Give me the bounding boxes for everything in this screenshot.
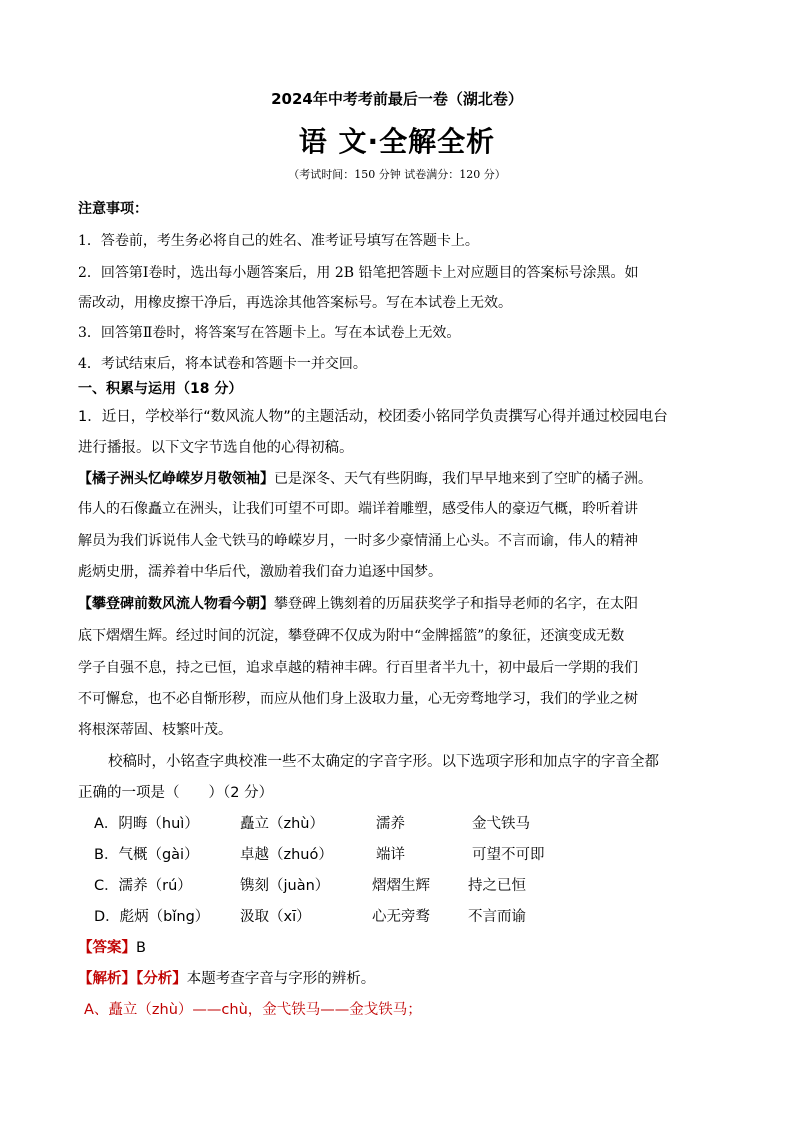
passage-text: 攀登碑上镌刻着的历届获奖学子和指导老师的名字，在太阳 [274,596,638,612]
notice-item: 1．答卷前，考生务必将自己的姓名、准考证号填写在答题卡上。 [78,233,479,249]
notice-item: 需改动，用橡皮擦干净后，再选涂其他答案标号。写在本试卷上无效。 [78,295,512,311]
answer-line [78,936,146,957]
option-c-d: 持之已恒 [468,878,526,894]
option-b-c: 端详 [376,847,405,863]
explanation-line: A、矗立（zhù）——chù，金弋铁马——金戈铁马； [84,1002,422,1018]
notice-heading: 注意事项： [78,201,148,217]
sub-question-stem: 正确的一项是（ ）（2 分） [78,785,274,801]
answer-value: B [136,940,146,956]
option-c-b: 镌刻（juàn） [240,878,330,894]
option-b-d: 可望不可即 [472,847,545,863]
question-stem: 进行播报。以下文字节选自他的心得初稿。 [78,440,354,456]
subject-title: 语 文·全解全析 [298,125,496,158]
option-a-d: 金弋铁马 [472,816,530,832]
option-d-c: 心无旁骛 [372,909,430,925]
passage-line: 底下熠熠生辉。经过时间的沉淀，攀登碑不仅成为附中“金牌摇篮”的象征，还演变成无数 [78,628,625,644]
option-d-label: D．彪炳（bǐng） [94,909,210,925]
notice-item: 2．回答第Ⅰ卷时，选出每小题答案后，用 2B 铅笔把答题卡上对应题目的答案标号涂黑。如 [78,265,639,281]
option-a-label: A．阴晦（huì） [94,816,199,832]
section-heading: 一、积累与运用（18 分） [78,381,243,397]
option-c-label: C．濡养（rú） [94,878,192,894]
passage-line [78,468,652,488]
analysis-tag: 【解析】【分析】 [78,971,187,987]
passage-line [78,593,638,613]
passage-line: 伟人的石像矗立在洲头，让我们可望不可即。端详着雕塑，感受伟人的豪迈气概，聆听着讲 [78,501,638,517]
option-c-c: 熠熠生辉 [372,878,430,894]
passage-text: 已是深冬、天气有些阴晦，我们早早地来到了空旷的橘子洲。 [274,471,652,487]
notice-item: 3．回答第Ⅱ卷时，将答案写在答题卡上。写在本试卷上无效。 [78,325,461,341]
notice-item: 4．考试结束后，将本试卷和答题卡一并交回。 [78,356,367,372]
sub-question-stem: 校稿时，小铭查字典校准一些不太确定的字音字形。以下选项字形和加点字的字音全都 [108,754,659,770]
exam-info: （考试时间：150 分钟 试卷满分：120 分） [288,168,506,181]
question-stem: 1．近日，学校举行“数风流人物”的主题活动，校团委小铭同学负责撰写心得并通过校园电台 [78,409,668,425]
passage-line: 不可懈怠，也不必自惭形秽，而应从他们身上汲取力量，心无旁骛地学习，我们的学业之树 [78,691,638,707]
option-a-c: 濡养 [376,816,405,832]
passage-line: 解员为我们诉说伟人金弋铁马的峥嵘岁月，一时多少豪情涌上心头。不言而谕，伟人的精神 [78,533,638,549]
option-a-b: 矗立（zhù） [240,816,324,832]
option-b-b: 卓越（zhuó） [240,847,333,863]
passage-line: 彪炳史册，濡养着中华后代，激励着我们奋力追逐中国梦。 [78,564,442,580]
passage-title: 【攀登碑前数风流人物看今朝】 [78,596,274,612]
option-d-d: 不言而谕 [468,909,526,925]
passage-line: 将根深蒂固、枝繁叶茂。 [78,722,232,738]
answer-tag: 【答案】 [78,940,136,956]
analysis-line [78,967,375,988]
exam-title: 2024年中考考前最后一卷（湖北卷） [271,90,523,108]
option-b-label: B．气概（gài） [94,847,199,863]
option-d-b: 汲取（xī） [240,909,311,925]
passage-title: 【橘子洲头忆峥嵘岁月敬领袖】 [78,471,274,487]
analysis-text: 本题考查字音与字形的辨析。 [186,971,376,987]
passage-line: 学子自强不息，持之已恒，追求卓越的精神丰碑。行百里者半九十，初中最后一学期的我们 [78,660,638,676]
